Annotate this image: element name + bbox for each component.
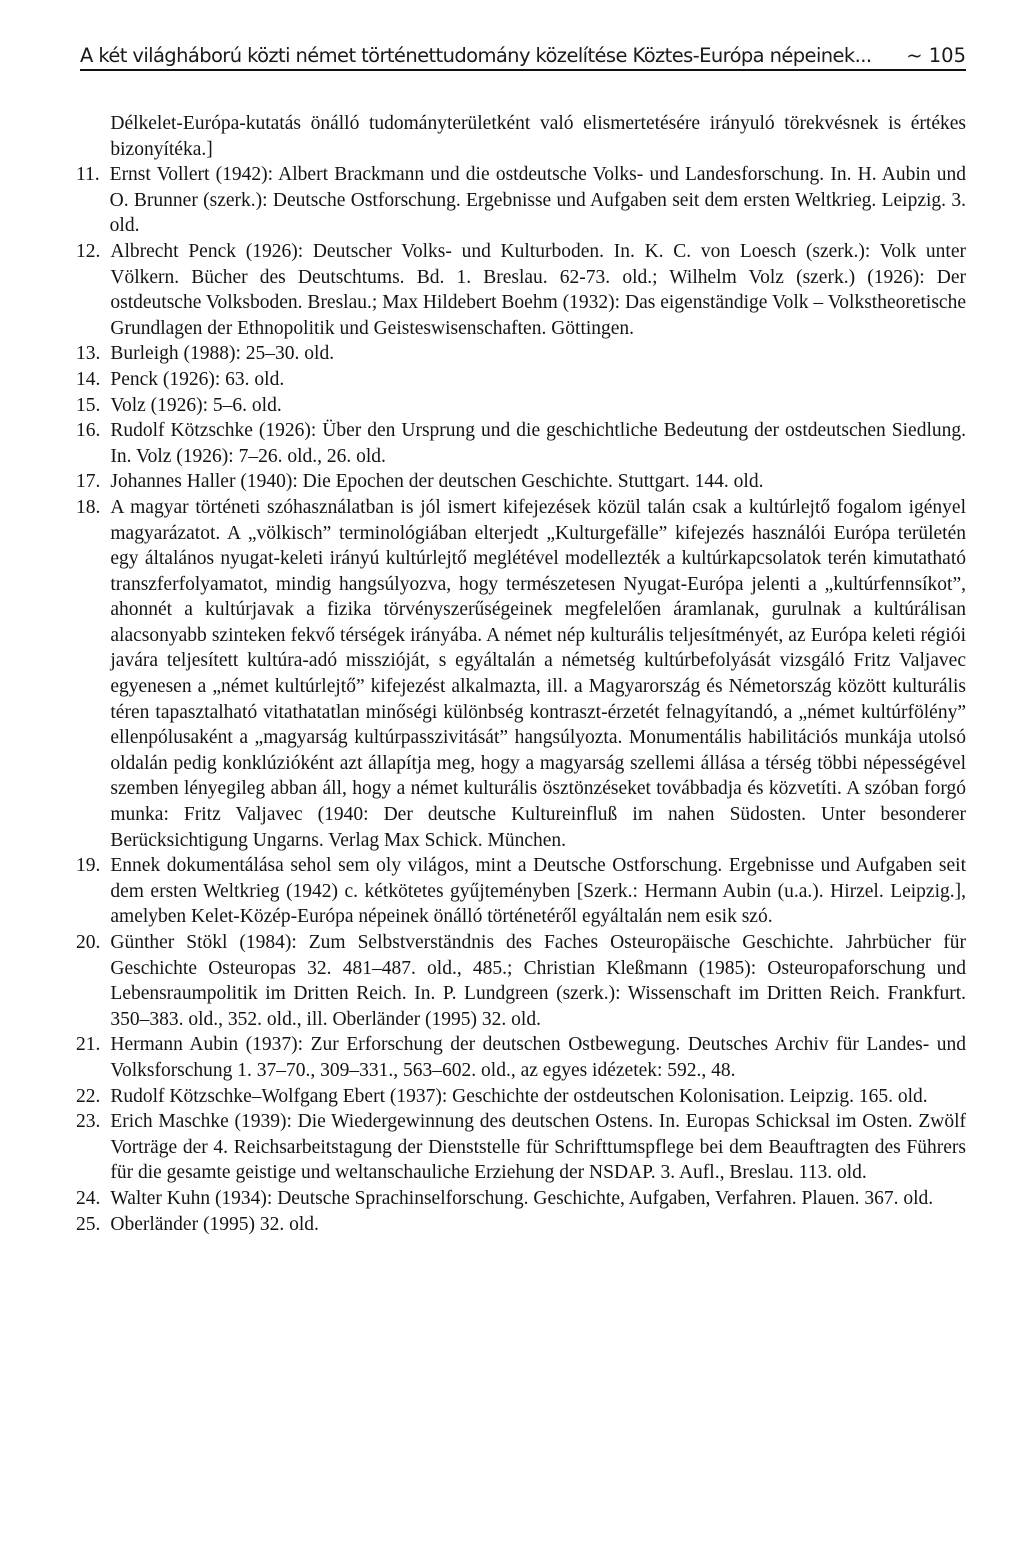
endnote-number: 23.	[76, 1111, 101, 1133]
endnote-item	[76, 162, 966, 239]
endnote-item	[76, 469, 966, 495]
endnote-text: Albrecht Penck (1926): Deutscher Volks- und Kulturboden. In. K. C. von Loesch (szerk.): Volk unter Völkern. Bücher des Deutschtums. Bd. 1. Breslau. 62-73. old.; Wilhelm Volz (szerk.) (1926): Der ostdeutsche Volksboden. Breslau.; Max Hildebert Boehm (1932): Das eigenständige Volk – Volkstheoretische Grundlagen der Ethnopolitik und Geisteswisenschaften. Göttingen.	[110, 240, 966, 339]
endnote-item	[76, 495, 966, 853]
endnote-text: Erich Maschke (1939): Die Wiedergewinnung des deutschen Ostens. In. Europas Schicksal im Osten. Zwölf Vorträge der 4. Reichsarbeitstagung der Dienststelle für Schrifttumspflege bei dem Beauftragten des Führers für die gesamte geistige und weltanschauliche Erziehung der NSDAP. 3. Aufl., Breslau. 113. old.	[110, 1111, 966, 1184]
endnote-item	[76, 418, 966, 469]
running-title: A két világháború közti német történettudomány közelítése Köztes-Európa népeinek...	[80, 44, 872, 67]
endnote-item	[76, 1084, 966, 1110]
endnote-text: Oberländer (1995) 32. old.	[110, 1213, 319, 1235]
endnote-continuation	[76, 111, 966, 162]
endnote-number: 21.	[76, 1034, 101, 1056]
endnote-number: 19.	[76, 855, 101, 877]
endnote-item	[76, 1186, 966, 1212]
endnote-number: 22.	[76, 1085, 101, 1107]
endnote-text: Hermann Aubin (1937): Zur Erforschung der deutschen Ostbewegung. Deutsches Archiv für Landes- und Volksforschung 1. 37–70., 309–331., 563–602. old., az egyes idézetek: 592., 48.	[110, 1034, 966, 1081]
endnote-text: Ennek dokumentálása sehol sem oly világos, mint a Deutsche Ostforschung. Ergebnisse und Aufgaben seit dem ersten Weltkrieg (1942) c. kétkötetes gyűjteményben [Szerk.: Hermann Aubin (u.a.). Hirzel. Leipzig.], amelyben Kelet-Közép-Európa népeinek önálló történetéről egyáltalán nem esik szó.	[110, 855, 966, 928]
endnote-number: 12.	[76, 240, 101, 262]
endnote-text: Délkelet-Európa-kutatás önálló tudományterületként való elismertetésére irányuló törekvésnek is értékes bizonyítéka.]	[110, 113, 966, 160]
endnote-item	[76, 1032, 966, 1083]
endnote-text: Volz (1926): 5–6. old.	[110, 394, 282, 416]
endnotes	[76, 111, 966, 1237]
endnote-item	[76, 1109, 966, 1186]
endnote-number: 17.	[76, 471, 101, 493]
endnote-item	[76, 1212, 966, 1238]
endnote-number: 15.	[76, 394, 101, 416]
endnote-number: 20.	[76, 932, 101, 953]
endnote-number: 11.	[76, 164, 100, 186]
endnote-text: Walter Kuhn (1934): Deutsche Sprachinselforschung. Geschichte, Aufgaben, Verfahren. Plauen. 367. old.	[110, 1187, 934, 1209]
endnote-number: 13.	[76, 343, 101, 365]
endnote-text: A magyar történeti szóhasználatban is jól ismert kifejezések közül talán csak a kultúrlejtő fogalom igényel magyarázatot. A „völkisch” terminológiában elterjedt „Kulturgefälle” kifejezés használói Európa területén egy általános nyugat-keleti irányú kultúrlejtő meglétével modellezték a kultúrkapcsolatok terén kimutatható transzferfolyamatot, mindig hangsúlyozva, hogy természetesen Nyugat-Európa jelenti a „kultúrfennsíkot”, ahonnét a kultúrjavak a fizika törvényszerűségeinek megfelelően áramlanak, gurulnak a kultúrálisan alacsonyabb szinteken fekvő térségek irányába. A német nép kulturális teljesítményét, az Európa keleti régiói javára teljesített kultúra-adó misszióját, s egyáltalán a németség kultúrbefolyását vizsgáló Fritz Valjavec egyenesen a „német kultúrlejtő” kifejezést alkalmazta, ill. a Magyarország és Németország között kulturális téren tapasztalható vitathatatlan minőségi különbség kontraszt-érzetét felnagyítandó, a „német kultúrfölény” ellenpólusaként a „magyarság kultúrpasszivitását” hangsúlyozta. Monumentális habilitációs munkája utolsó oldalán pedig konklúzióként azt állapítja meg, hogy a magyarság szellemi állása a térség többi népességével szemben lényegileg abban áll, hogy a német kulturális ösztönzéseket továbbadja és közvetíti. A szóban forgó munka: Fritz Valjavec (1940: Der deutsche Kultureinfluß im nahen Südosten. Unter besonderer Berücksichtigung Ungarns. Verlag Max Schick. München.	[110, 496, 966, 851]
endnote-item	[76, 930, 966, 1032]
endnote-text: Rudolf Kötzschke (1926): Über den Ursprung und die geschichtliche Bedeutung der ostdeutschen Siedlung. In. Volz (1926): 7–26. old., 26. old.	[110, 420, 966, 467]
endnote-text: Rudolf Kötzschke–Wolfgang Ebert (1937): Geschichte der ostdeutschen Kolonisation. Leipzig. 165. old.	[110, 1085, 928, 1107]
endnote-text: Penck (1926): 63. old.	[110, 368, 285, 390]
endnote-number: 25.	[76, 1213, 101, 1235]
endnote-text: Johannes Haller (1940): Die Epochen der deutschen Geschichte. Stuttgart. 144. old.	[110, 471, 764, 493]
endnote-text: Burleigh (1988): 25–30. old.	[110, 343, 335, 365]
page-number: ~ 105	[906, 44, 966, 67]
endnote-text: Ernst Vollert (1942): Albert Brackmann und die ostdeutsche Volks- und Landesforschung. In. H. Aubin und O. Brunner (szerk.): Deutsche Ostforschung. Ergebnisse und Aufgaben seit dem ersten Weltkrieg. Leipzig. 3. old.	[109, 164, 966, 237]
endnote-item	[76, 393, 966, 419]
endnote-number: 24.	[76, 1187, 101, 1209]
endnote-item	[76, 367, 966, 393]
endnote-text: Günther Stökl (1984): Zum Selbstverständnis des Faches Osteuropäische Geschichte. Jahrbücher für Geschichte Osteuropas 32. 481–487. old., 485.; Christian Kleßmann (1985): Osteuropaforschung und Lebensraumpolitik im Dritten Reich. In. P. Lundgreen (szerk.): Wissenschaft im Dritten Reich. Frankfurt. 350–383. old., 352. old., ill. Oberländer (1995) 32. old.	[110, 932, 966, 1030]
endnote-number: 14.	[76, 368, 101, 390]
endnote-number: 18.	[76, 496, 101, 518]
endnote-list	[76, 162, 966, 1237]
endnote-item	[76, 239, 966, 341]
endnote-item	[76, 341, 966, 367]
running-header	[80, 44, 966, 71]
endnote-item	[76, 853, 966, 930]
endnote-number: 16.	[76, 420, 101, 442]
